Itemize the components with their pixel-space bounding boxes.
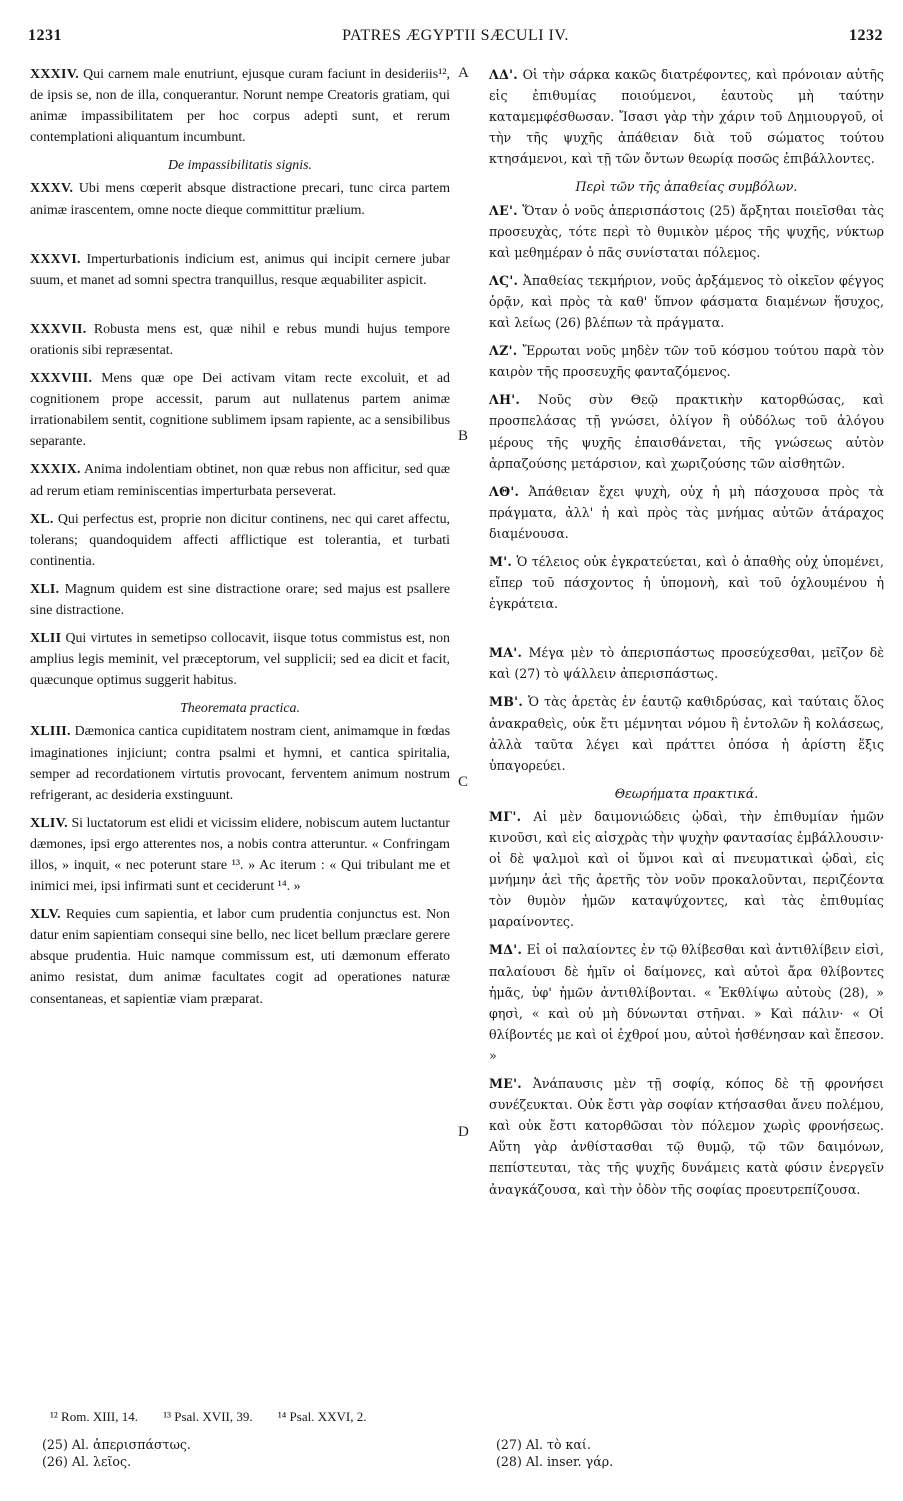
paragraph	[489, 389, 884, 473]
paragraph-text: Requies cum sapientia, et labor cum prudentia conjunctus est. Non datur enim sapientiam consequi sine bello, nec licet bellum præclare gerere absque prudentia. Huic namque commissum est, uti dæmonum efferato animo resistat, dum animæ facultates cogit ad operationes naturæ consentaneas, et sapientiæ viam præparat.	[30, 907, 450, 1007]
paragraph-text: Qui virtutes in semetipso collocavit, iisque totus commistus est, non amplius legis meminit, vel præceptorum, vel supplicii; sed ea dicit et facit, quæcunque optimus suggerit habitus.	[30, 631, 450, 689]
paragraph-number: XXXIV.	[30, 67, 80, 82]
running-header	[28, 27, 883, 53]
paragraph	[489, 551, 884, 614]
paragraph-number: XLII	[30, 631, 62, 647]
variant-28: (28) Al. inser. γάρ.	[496, 1454, 614, 1469]
paragraph	[489, 481, 884, 544]
paragraph	[489, 270, 884, 333]
paragraph-number: XXXIX.	[30, 462, 81, 478]
paragraph-number: XXXVII.	[30, 321, 87, 337]
paragraph	[30, 249, 450, 291]
paragraph-number: XLI.	[30, 581, 60, 597]
page-number-right: 1232	[849, 27, 883, 44]
footnotes	[50, 1409, 388, 1425]
paragraph-text: Ὁ τέλειος οὐκ ἐγκρατεύεται, καὶ ὁ ἀπαθὴς οὐχ ὑπομένει, εἴπερ τοῦ πάσχοντος ἡ ὑπομονὴ, καὶ τοῦ ὀχλουμένου ἡ ἐγκράτεια.	[489, 553, 884, 612]
paragraph	[30, 628, 450, 691]
paragraph	[30, 368, 450, 452]
paragraph-number: ΛΖ'.	[489, 343, 518, 359]
margin-letter-b: B	[458, 428, 469, 444]
paragraph-number: Μ'.	[489, 553, 513, 569]
paragraph	[30, 319, 450, 361]
paragraph-number: XXXVIII.	[30, 371, 93, 387]
paragraph-number: XXXV.	[30, 181, 74, 197]
footnote-13: ¹³ Psal. XVII, 39.	[163, 1409, 253, 1424]
paragraph-text: Εἰ οἱ παλαίοντες ἐν τῷ θλίβεσθαι καὶ ἀντιθλίβειν εἰσὶ, παλαίουσι δὲ ἡμῖν οἱ δαίμονες, καὶ αὐτοὶ ἄρα θλίβοντες ἡμᾶς, ὑφ' ἡμῶν ἀντιθλίβονται. « Ἐκθλίψω αὐτοὺς (28), » φησὶ, « καὶ οὐ μὴ δύνωνται στῆναι. » Καὶ πάλιν· « Οἱ θλίβοντές με καὶ οἱ ἐχθροί μου, αὐτοὶ ἠσθένησαν καὶ ἔπεσον. »	[489, 942, 884, 1063]
paragraph-number: XLIII.	[30, 724, 71, 740]
paragraph	[489, 340, 884, 382]
paragraph-text: Ἀπαθείας τεκμήριον, νοῦς ἀρξάμενος τὸ οἰκεῖον φέγγος ὁρᾷν, καὶ πρὸς τὰ καθ' ὕπνον φάσματα διαμένων ἥσυχος, καὶ λείως (26) βλέπων τὰ πράγματα.	[489, 272, 884, 331]
paragraph-text: Ἀνάπαυσις μὲν τῇ σοφίᾳ, κόπος δὲ τῇ φρονήσει συνέζευκται. Οὐκ ἔστι γὰρ σοφίαν κτήσασθαι ἄνευ πολέμου, καὶ οὐκ ἔστι κατορθῶσαι τὸν πόλεμον χωρὶς φρονήσεως. Αὕτη γὰρ ἀνθίστασθαι τῷ θυμῷ, τῷ τῶν δαιμόνων, πεπίστευται, τὰς τῆς ψυχῆς δυνάμεις κατὰ φύσιν ἐνεργεῖν ἀναγκάζουσα, καὶ τὴν ὁδὸν τῆς σοφίας προευτρεπίζουσα.	[489, 1076, 884, 1197]
paragraph	[489, 64, 884, 169]
paragraph-text: Mens quæ ope Dei activam vitam recte excoluit, et ad cognitionem prope accessit, parum aut nullatenus partem animæ irrationabilem sentit, cognitione sublimem ipsam rapiente, ac a sensibilibus separante.	[30, 371, 450, 450]
paragraph-text: Si luctatorum est elidi et vicissim elidere, nobiscum autem luctantur dæmones, ipsi ergo atterentes nos, a nobis contra atteruntur. « Confringam illos, » inquit, « nec poterunt stare ¹³. » Ac iterum : « Qui tribulant me et inimici mei, ipsi infirmati sunt et ceciderunt ¹⁴. »	[30, 815, 450, 895]
margin-letter-a: A	[458, 65, 469, 81]
paragraph-text: Ὅταν ὁ νοῦς ἀπερισπάστοις (25) ἄρξηται ποιεῖσθαι τὰς προσευχὰς, τότε περὶ τὸ θυμικὸν μέρος τῆς ψυχῆς, νύκτωρ καὶ μεθημέραν ὁ πᾶς συνίσταται πόλεμος.	[489, 202, 884, 260]
section-heading: De impassibilitatis signis.	[168, 158, 312, 174]
paragraph	[489, 642, 884, 684]
paragraph-number: ΜΔ'.	[489, 942, 523, 958]
paragraph	[489, 200, 884, 263]
paragraph-text: Νοῦς σὺν Θεῷ πρακτικὴν κατορθώσας, καὶ προσπελάσας τῇ γνώσει, ὀλίγον ἢ οὐδόλως τοῦ ἀλόγου μέρους τῆς ψυχῆς ἐπαισθάνεται, τῆς γνώσεως αὐτὸν ἁρπαζούσης μετάρσιον, καὶ χωριζούσης τῶν αἰσθητῶν.	[489, 392, 884, 471]
paragraph-text: Ἀπάθειαν ἔχει ψυχὴ, οὐχ ἡ μὴ πάσχουσα πρὸς τὰ πράγματα, ἀλλ' ἡ καὶ πρὸς τὰς μνήμας αὐτῶν ἀτάραχος διαμένουσα.	[489, 483, 884, 541]
paragraph	[30, 509, 450, 572]
page-number-left: 1231	[28, 27, 62, 44]
variant-25: (25) Al. ἀπερισπάστως.	[42, 1437, 191, 1452]
paragraph	[30, 459, 450, 501]
paragraph-number: ΜΒ'.	[489, 694, 524, 710]
footnote-14: ¹⁴ Psal. XXVI, 2.	[277, 1409, 367, 1424]
footnote-12: ¹² Rom. XIII, 14.	[50, 1409, 138, 1424]
paragraph-number: ΛΕ'.	[489, 202, 518, 218]
page-title: PATRES ÆGYPTII SÆCULI IV.	[342, 27, 569, 44]
paragraph-text: Ubi mens cœperit absque distractione precari, tunc circa partem animæ irascentem, omne nocte dieque committitur prælium.	[30, 181, 450, 218]
paragraph-number: XXXVI.	[30, 251, 81, 267]
variant-27: (27) Al. τὸ καί.	[496, 1437, 591, 1452]
paragraph	[489, 691, 884, 775]
paragraph-text: Anima indolentiam obtinet, non quæ rebus non afficitur, sed quæ ad rerum etiam reminiscentias imperturbata perseverat.	[30, 462, 450, 499]
variant-readings-right	[496, 1436, 613, 1470]
paragraph-number: XLIV.	[30, 815, 68, 831]
paragraph	[30, 64, 450, 148]
paragraph-number: ΜΕ'.	[489, 1076, 522, 1092]
paragraph	[30, 579, 450, 621]
variant-readings-left	[42, 1436, 191, 1470]
paragraph-number: ΛΔ'.	[489, 67, 518, 82]
section-heading: Περὶ τῶν τῆς ἀπαθείας συμβόλων.	[575, 179, 798, 195]
latin-column	[30, 64, 450, 1017]
paragraph-number: ΜΑ'.	[489, 645, 523, 661]
paragraph	[489, 1073, 884, 1200]
paragraph-text: Magnum quidem est sine distractione orare; sed majus est psallere sine distractione.	[30, 581, 450, 618]
greek-column	[489, 64, 884, 1207]
paragraph-number: XLV.	[30, 907, 61, 923]
margin-letter-c: C	[458, 774, 469, 790]
paragraph-text: Robusta mens est, quæ nihil e rebus mundi hujus tempore orationis sibi repræsentat.	[30, 321, 450, 358]
paragraph-number: ΛϚ'.	[489, 272, 519, 288]
paragraph-number: XL.	[30, 511, 54, 527]
paragraph-text: Qui carnem male enutriunt, ejusque curam faciunt in desideriis¹², de ipsis se, non de illa, conquerantur. Norunt nempe Creatoris gratiam, qui animæ impassibilitatem per hoc corpus adepti sunt, et rerum contemplationi aliquantum incumbunt.	[30, 67, 450, 146]
paragraph-text: Ἔρρωται νοῦς μηδὲν τῶν τοῦ κόσμου τούτου παρὰ τὸν καιρὸν τῆς προσευχῆς φανταζόμενος.	[489, 343, 884, 380]
paragraph-text: Μέγα μὲν τὸ ἀπερισπάστως προσεύχεσθαι, μεῖζον δὲ καὶ (27) τὸ ψάλλειν ἀπερισπάστως.	[489, 645, 884, 682]
paragraph	[30, 813, 450, 897]
paragraph	[489, 939, 884, 1066]
paragraph-number: ΛΗ'.	[489, 392, 521, 408]
paragraph-number: ΜΓ'.	[489, 808, 522, 824]
paragraph-text: Αἱ μὲν δαιμονιώδεις ᾠδαὶ, τὴν ἐπιθυμίαν ἡμῶν κινοῦσι, καὶ εἰς αἰσχρὰς τὴν ψυχὴν φαντασίας ἐμβάλλουσιν· οἱ δὲ ψαλμοὶ καὶ οἱ ὕμνοι καὶ αἱ πνευματικαὶ ᾠδαὶ, εἰς μνήμην ἀεὶ τῆς ἀρετῆς τὸν νοῦν προκαλοῦνται, περιζέοντα τὸν θυμὸν ἡμῶν καταψύχοντες, καὶ τὰς ἐπιθυμίας μαραίνοντες.	[489, 808, 884, 930]
paragraph-text: Ὁ τὰς ἀρετὰς ἐν ἑαυτῷ καθιδρύσας, καὶ ταύταις ὅλος ἀνακραθεὶς, οὐκ ἔτι μέμνηται νόμου ἢ ἐντολῶν ἢ κολάσεως, ἀλλὰ ταῦτα λέγει καὶ πράττει ὁπόσα ἡ ἀρίστη ἕξις ὑπαγορεύει.	[489, 694, 884, 773]
variant-26: (26) Al. λεῖος.	[42, 1454, 132, 1469]
paragraph	[30, 721, 450, 805]
paragraph-number: ΛΘ'.	[489, 483, 520, 499]
section-heading: Θεωρήματα πρακτικά.	[614, 785, 759, 801]
paragraph	[30, 178, 450, 220]
margin-letter-d: D	[458, 1124, 469, 1140]
section-heading: Theoremata practica.	[180, 701, 300, 717]
paragraph	[489, 806, 884, 933]
paragraph-text: Imperturbationis indicium est, animus qui incipit cernere jubar suum, et manet ad somni spectra tranquillus, resque æquabiliter aspicit.	[30, 251, 450, 288]
paragraph-text: Οἱ τὴν σάρκα κακῶς διατρέφοντες, καὶ πρόνοιαν αὐτῆς εἰς ἐπιθυμίας ποιούμενοι, ἑαυτοὺς μὴ ταύτην καταμεμφέσθωσαν. Ἴσασι γὰρ τὴν χάριν τοῦ Δημιουργοῦ, οἱ τὴν τῆς ψυχῆς ἀπάθειαν διὰ τοῦ σώματος τούτου κτησάμενοι, καὶ τῇ τῶν ὄντων θεωρίᾳ ποσῶς ἐπιβάλλοντες.	[489, 67, 884, 167]
paragraph	[30, 904, 450, 1009]
paragraph-text: Dæmonica cantica cupiditatem nostram cient, animamque in fœdas imaginationes injiciunt; contra psalmi et hymni, et cantica spiritalia, semper ad recordationem virtutis provocant, ferventem animum nostrum refrigerant, ac desideria exstinguunt.	[30, 724, 450, 803]
paragraph-text: Qui perfectus est, proprie non dicitur continens, nec qui caret affectu, tolerans; quandoquidem affecti afflictique est tolerantia, et turbati continentia.	[30, 511, 450, 569]
